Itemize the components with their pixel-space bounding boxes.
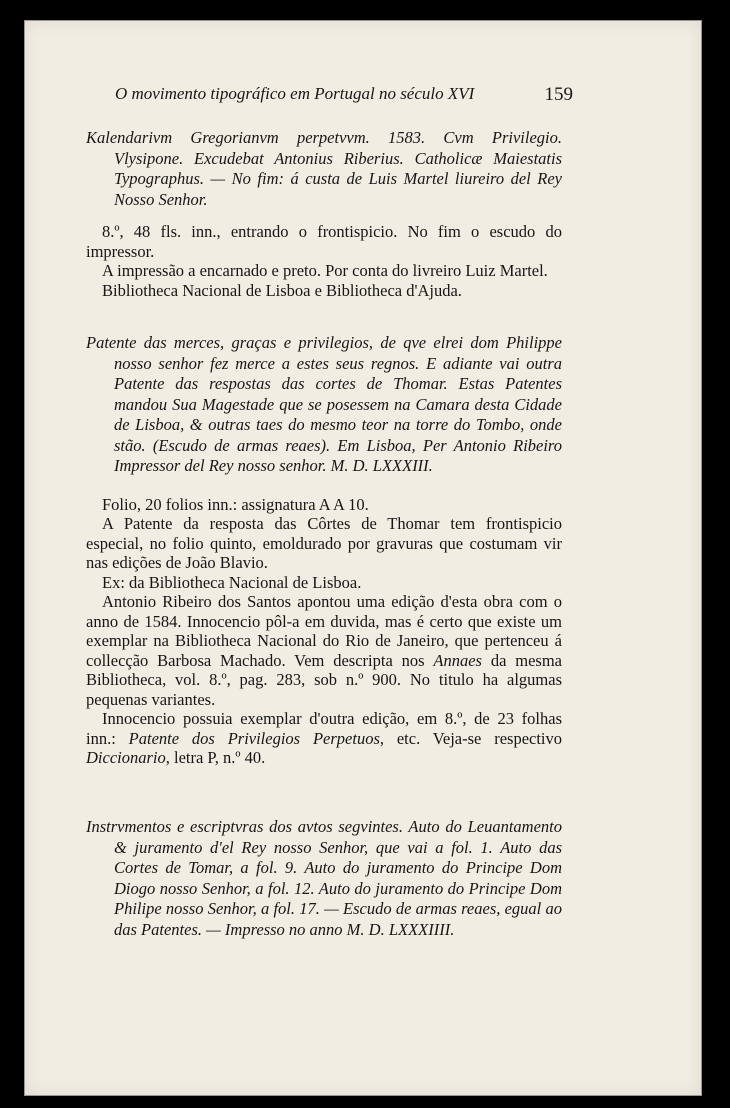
entry-description: [86, 495, 562, 768]
entry-description: [86, 222, 562, 300]
description-paragraph: Ex: da Bibliotheca Nacional de Lisboa.: [102, 572, 362, 592]
entry-title: Patente das merces, graças e privilegios, de qve elrei dom Philippe nosso senhor fez merce a estes seus regnos. E adiante vai outra Patente das respostas das cortes de Thomar. Estas Patentes mandou Sua Magestade que se posessem na Camara desta Cidade de Lisboa, & outras taes do mesmo teor na torre do Tombo, onde stão. (Escudo de armas reaes). Em Lisboa, Per Antonio Ribeiro Impressor del Rey nosso senhor. M. D. LXXXIII.: [86, 333, 562, 475]
page-number: 159: [544, 84, 573, 105]
running-head: [115, 84, 573, 104]
entry-title: Kalendarivm Gregorianvm perpetvvm. 1583. Cvm Privilegio. Vlysipone. Excudebat Antonius Riberius. Catholicæ Maiestatis Typographus. — No fim: á custa de Luis Martel liureiro del Rey Nosso Senhor.: [86, 128, 562, 209]
description-paragraph: Innocencio possuia exemplar d'outra edição, em 8.º, de 23 folhas inn.: Patente dos Privilegios Perpetuos, etc. Veja-se respectivo Diccionario, letra P, n.º 40.: [86, 709, 563, 767]
description-paragraph: Folio, 20 folios inn.: assignatura A A 10.: [102, 494, 369, 514]
description-paragraph: Antonio Ribeiro dos Santos apontou uma edição d'esta obra com o anno de 1584. Innocencio pôl-a em duvida, mas é certo que existe um exemplar na Bibliotheca Nacional do Rio de Janeiro, que pertenceu á collecção Barbosa Machado. Vem descripta nos Annaes da mesma Bibliotheca, vol. 8.º, pag. 283, sob n.º 900. No titulo ha algumas pequenas variantes.: [86, 592, 562, 709]
description-paragraph: A Patente da resposta das Côrtes de Thomar tem frontispicio especial, no folio quinto, emoldurado por gravuras que costumam vir nas edições de João Blavio.: [86, 514, 562, 572]
entry-title: Instrvmentos e escriptvras dos avtos segvintes. Auto do Leuantamento & juramento d'el Rey nosso Senhor, que vai a fol. 1. Auto das Cortes de Tomar, a fol. 9. Auto do juramento do Principe Dom Diogo nosso Senhor, a fol. 12. Auto do juramento do Principe Dom Philipe nosso Senhor, a fol. 17. — Escudo de armas reaes, egual ao das Patentes. — Impresso no anno M. D. LXXXIIII.: [86, 817, 562, 939]
entry-instrumentos: [86, 817, 562, 940]
entry-kalendarium: [86, 128, 562, 300]
entry-patente: [86, 333, 562, 768]
running-head-title: O movimento tipográfico em Portugal no século XVI: [115, 84, 475, 103]
description-paragraph: A impressão a encarnado e preto. Por conta do livreiro Luiz Martel.: [102, 261, 548, 280]
description-paragraph: Bibliotheca Nacional de Lisboa e Bibliotheca d'Ajuda.: [102, 280, 462, 300]
description-paragraph: 8.º, 48 fls. inn., entrando o frontispicio. No fim o escudo do impressor.: [86, 222, 562, 261]
